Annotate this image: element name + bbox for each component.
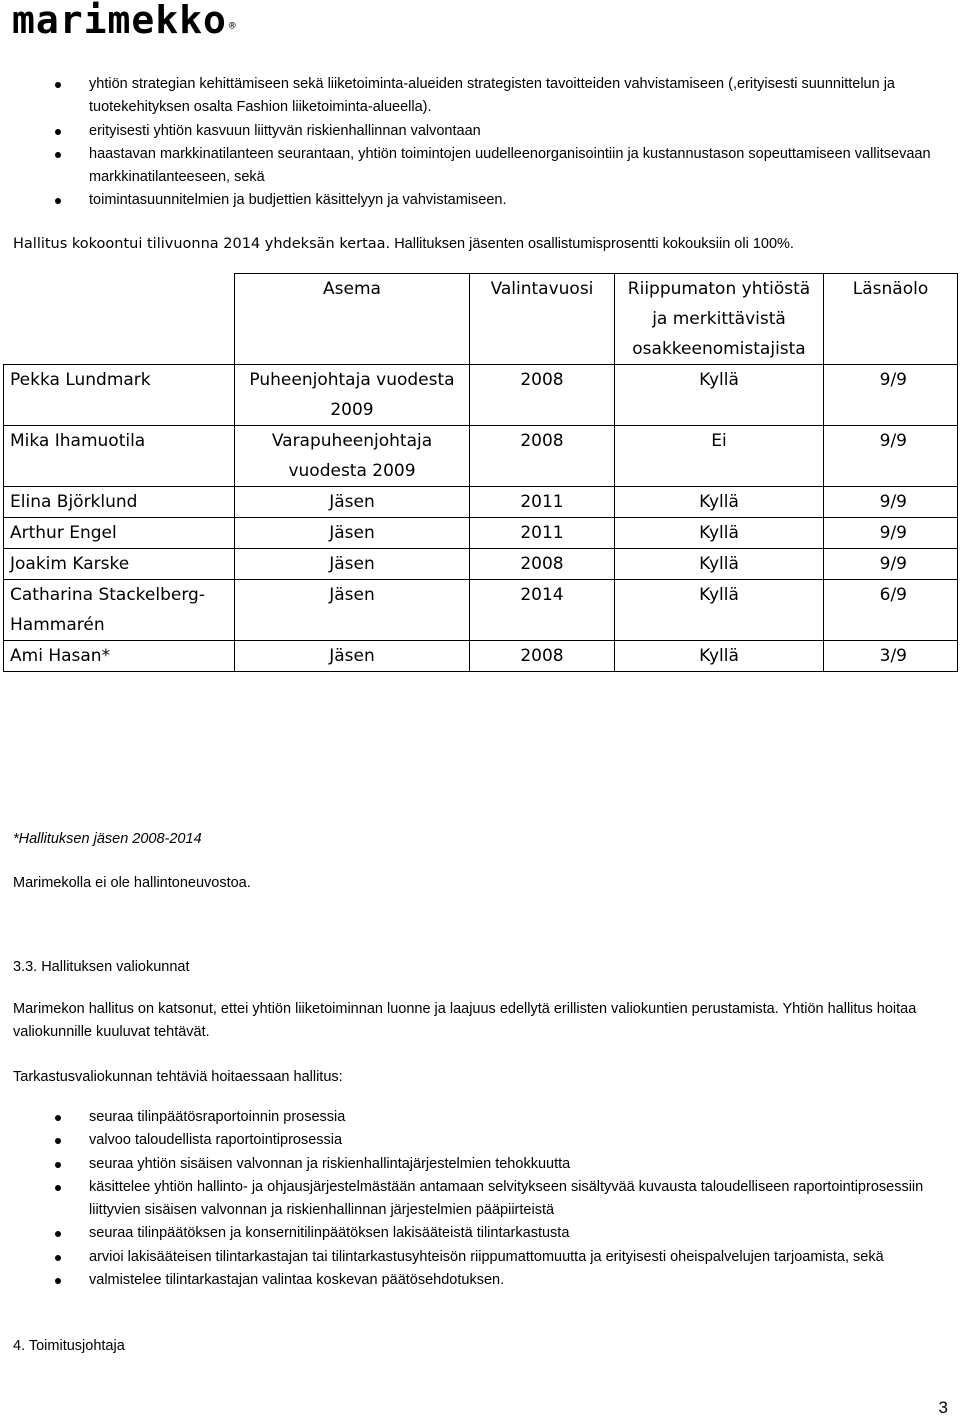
member-position: Jäsen <box>235 549 470 580</box>
registered-mark: ® <box>228 19 237 32</box>
next-section-heading: 4. Toimitusjohtaja <box>13 1338 125 1354</box>
no-supervisory-board-text: Marimekolla ei ole hallintoneuvostoa. <box>13 875 251 891</box>
table-footnote: *Hallituksen jäsen 2008-2014 <box>13 831 202 847</box>
member-year: 2011 <box>470 487 615 518</box>
bullet-icon <box>55 129 61 135</box>
header-position: Asema <box>235 274 470 365</box>
member-name: Catharina Stackelberg-Hammarén <box>4 580 235 641</box>
bullet-icon <box>55 1185 61 1191</box>
header-year: Valintavuosi <box>470 274 615 365</box>
member-name: Ami Hasan* <box>4 641 235 672</box>
bullet-icon <box>55 1231 61 1237</box>
bullet-text: valmistelee tilintarkastajan valintaa koskevan päätösehdotuksen. <box>89 1272 505 1289</box>
list-item <box>0 1153 945 1176</box>
member-attendance: 9/9 <box>824 549 958 580</box>
bullet-icon <box>55 152 61 158</box>
bullet-text: yhtiön strategian kehittämiseen sekä liiketoiminta-alueiden strategisten tavoitteiden vahvistamiseen (,erityisesti suunnittelun ja tuotekehityksen osalta Fashion liiketoiminta-alueella). <box>89 76 895 116</box>
list-item <box>0 73 960 120</box>
member-attendance: 3/9 <box>824 641 958 672</box>
bullet-text: arvioi lakisääteisen tilintarkastajan tai tilintarkastusyhteisön riippumattomuutta ja erityisesti oheispalvelujen tarjoamista, sekä <box>89 1248 884 1265</box>
member-position: Varapuheenjohtaja vuodesta 2009 <box>235 426 470 487</box>
committee-paragraph: Marimekon hallitus on katsonut, ettei yhtiön liiketoiminnan luonne ja laajuus edellytä erillisten valiokuntien perustamista. Yhtiön hallitus hoitaa valiokunnille kuuluvat tehtävät. <box>13 1001 917 1040</box>
bullet-icon <box>55 82 61 88</box>
member-name: Arthur Engel <box>4 518 235 549</box>
bullet-text: seuraa yhtiön sisäisen valvonnan ja riskienhallintajärjestelmien tehokkuutta <box>89 1155 571 1172</box>
bullet-text: toimintasuunnitelmien ja budjettien käsittelyyn ja vahvistamiseen. <box>89 192 507 209</box>
list-item <box>0 143 960 190</box>
member-attendance: 9/9 <box>824 365 958 426</box>
member-year: 2008 <box>470 365 615 426</box>
member-attendance: 6/9 <box>824 580 958 641</box>
table-row <box>4 365 958 426</box>
bullet-text: käsittelee yhtiön hallinto- ja ohjausjärjestelmästään antamaan selvitykseen sisältyvää kuvausta taloudelliseen raportointiprosessiin liittyvien sisäisen valvonnan ja riskienhallinnan järjestelmien pääpiirteistä <box>89 1178 924 1219</box>
meetings-text: Hallitus kokoontui tilivuonna 2014 yhdeksän kertaa. <box>13 236 391 252</box>
bullet-text: seuraa tilinpäätösraportoinnin prosessia <box>89 1109 346 1125</box>
top-bullet-list <box>0 73 960 213</box>
bullet-text: valvoo taloudellista raportointiprosessia <box>89 1132 343 1149</box>
table-row <box>4 518 958 549</box>
member-attendance: 9/9 <box>824 487 958 518</box>
meetings-paragraph <box>13 233 794 256</box>
table-row <box>4 549 958 580</box>
list-item <box>0 1106 945 1129</box>
table-row <box>4 426 958 487</box>
member-year: 2011 <box>470 518 615 549</box>
list-item <box>0 120 960 143</box>
member-position: Jäsen <box>235 518 470 549</box>
bullet-icon <box>55 1255 61 1261</box>
header-attendance: Läsnäolo <box>824 274 958 365</box>
member-attendance: 9/9 <box>824 518 958 549</box>
member-position: Jäsen <box>235 641 470 672</box>
member-name: Elina Björklund <box>4 487 235 518</box>
member-year: 2014 <box>470 580 615 641</box>
list-item <box>0 1246 945 1269</box>
member-independent: Kyllä <box>615 580 824 641</box>
bullet-icon <box>55 1162 61 1168</box>
table-row <box>4 487 958 518</box>
list-item <box>0 1222 945 1245</box>
table-header-row <box>4 274 958 365</box>
member-independent: Kyllä <box>615 641 824 672</box>
header-independent: Riippumaton yhtiöstä ja merkittävistä osakkeenomistajista <box>615 274 824 365</box>
logo-text: marimekko <box>12 0 227 42</box>
bullet-icon <box>55 1278 61 1284</box>
member-attendance: 9/9 <box>824 426 958 487</box>
page-number: 3 <box>938 1398 948 1417</box>
list-item <box>0 189 960 212</box>
bullet-icon <box>55 1138 61 1144</box>
audit-bullet-list <box>0 1106 945 1292</box>
member-year: 2008 <box>470 426 615 487</box>
table-row <box>4 641 958 672</box>
list-item <box>0 1269 945 1292</box>
member-position: Puheenjohtaja vuodesta 2009 <box>235 365 470 426</box>
member-name: Joakim Karske <box>4 549 235 580</box>
member-independent: Kyllä <box>615 549 824 580</box>
member-position: Jäsen <box>235 580 470 641</box>
member-independent: Ei <box>615 426 824 487</box>
bullet-icon <box>55 198 61 204</box>
audit-intro: Tarkastusvaliokunnan tehtäviä hoitaessaan hallitus: <box>13 1069 343 1085</box>
attendance-text: Hallituksen jäsenten osallistumisprosentti kokouksiin oli 100%. <box>394 236 794 252</box>
list-item <box>0 1176 945 1223</box>
bullet-text: seuraa tilinpäätöksen ja konsernitilinpäätöksen lakisääteistä tilintarkastusta <box>89 1225 570 1242</box>
bullet-text: haastavan markkinatilanteen seurantaan, yhtiön toimintojen uudelleenorganisointiin ja kustannustason sopeuttamiseen vallitsevaan markkinatilanteeseen, sekä <box>89 145 931 186</box>
member-year: 2008 <box>470 641 615 672</box>
section-heading: 3.3. Hallituksen valiokunnat <box>13 959 190 975</box>
bullet-icon <box>55 1115 61 1121</box>
bullet-text: erityisesti yhtiön kasvuun liittyvän riskienhallinnan valvontaan <box>89 122 481 139</box>
table-row <box>4 580 958 641</box>
list-item <box>0 1129 945 1152</box>
member-independent: Kyllä <box>615 365 824 426</box>
member-year: 2008 <box>470 549 615 580</box>
member-name: Pekka Lundmark <box>4 365 235 426</box>
header-blank-cell <box>4 274 235 365</box>
member-name: Mika Ihamuotila <box>4 426 235 487</box>
marimekko-logo <box>12 0 235 40</box>
board-table <box>3 273 958 672</box>
member-independent: Kyllä <box>615 487 824 518</box>
member-position: Jäsen <box>235 487 470 518</box>
member-independent: Kyllä <box>615 518 824 549</box>
